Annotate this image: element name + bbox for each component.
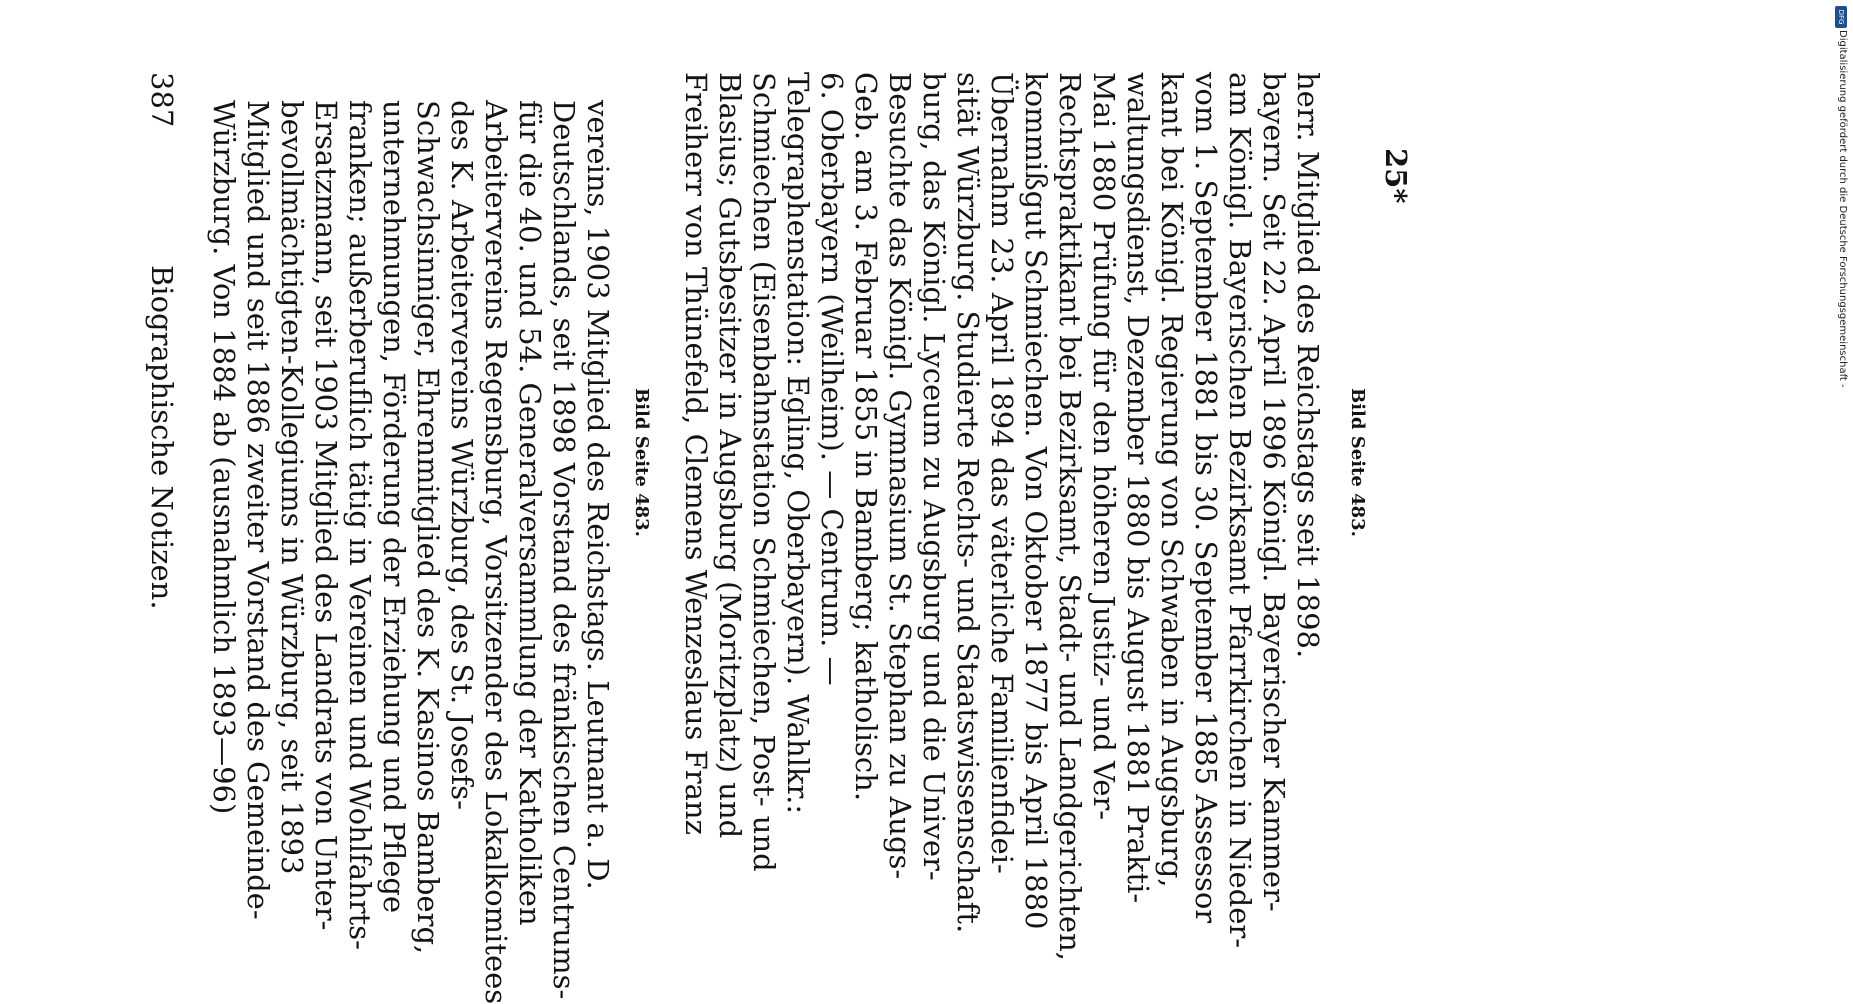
- entry1-line: des K. Arbeitervereins Würzburg, des St. Josefs-: [445, 100, 479, 810]
- entry2-line: sität Würzburg. Studierte Rechts- und Staatswissenschaft.: [951, 72, 985, 934]
- entry2-line: Schmiechen (Eisenbahnstation Schmiechen, Post- und: [747, 72, 781, 872]
- entry2-line: Mai 1880 Prüfung für den höheren Justiz- und Ver-: [1087, 72, 1121, 821]
- entry1-line: Arbeitervereins Regensburg, Vorsitzender des Lokalkomitees: [479, 100, 513, 1004]
- entry2-line: Telegraphenstation: Egling, Oberbayern). Wahlkr.:: [781, 72, 815, 815]
- digitization-note: Digitalisierung gefördert durch die Deutsche Forschungsgemeinschaft -: [1837, 30, 1848, 388]
- entry2-line: am Königl. Bayerischen Bezirksamt Pfarrkirchen in Nieder-: [1223, 72, 1257, 949]
- entry2-line: Rechtspraktikant bei Bezirksamt, Stadt- und Landgerichten,: [1053, 72, 1087, 961]
- entry1-line: franken; außerberuflich tätig in Vereinen und Wohlfahrts-: [343, 100, 377, 950]
- entry1-line: für die 40. und 54. Generalversammlung der Katholiken: [513, 100, 547, 926]
- entry2-line: Besuchte das Königl. Gymnasium St. Stephan zu Augs-: [883, 72, 917, 880]
- entry1-line: Ersatzmann, seit 1903 Mitglied des Landrats von Unter-: [309, 100, 343, 931]
- entry2-line: kant bei Königl. Regierung von Schwaben in Augsburg,: [1155, 72, 1189, 888]
- entry2-line: Geb. am 3. Februar 1855 in Bamberg; katholisch.: [849, 72, 883, 802]
- page-header: Biographische Notizen.: [145, 265, 179, 610]
- entry2-line: bayern. Seit 22. April 1896 Königl. Bayerischer Kammer-: [1257, 72, 1291, 912]
- entry2-line: Übernahm 23. April 1894 das väterliche Familienfidei-: [985, 72, 1019, 874]
- entry1-line: Deutschlands, seit 1898 Vorstand des fränkischen Centrums-: [547, 100, 581, 1000]
- entry1-line: unternehmungen, Förderung der Erziehung und Pflege: [377, 100, 411, 914]
- entry2-line: waltungsdienst, Dezember 1880 bis August 1881 Prakti-: [1121, 72, 1155, 904]
- entry2-line: Blasius; Gutsbesitzer in Augsburg (Moritzplatz) und: [713, 72, 747, 839]
- entry1-line: Würzburg. Von 1884 ab (ausnahmlich 1893—96): [207, 100, 241, 815]
- entry2-caption: Bild Seite 483.: [1347, 388, 1368, 537]
- entry1-line: Schwachsinniger, Ehrenmitglied des K. Kasinos Bamberg,: [411, 100, 445, 955]
- entry1-line: bevollmächtigten-Kollegiums in Würzburg, seit 1893: [275, 100, 309, 875]
- signature-mark: 25*: [1379, 148, 1413, 204]
- entry2-line: vom 1. September 1881 bis 30. September 1885 Assessor: [1189, 72, 1223, 924]
- entry2-line: burg, das Königl. Lyceum zu Augsburg und die Univer-: [917, 72, 951, 881]
- entry1-line: Mitglied und seit 1886 zweiter Vorstand des Gemeinde-: [241, 100, 275, 920]
- entry2-line: 6. Oberbayern (Weilheim). — Centrum. —: [815, 72, 849, 686]
- entry2-line: kommißgut Schmiechen. Von Oktober 1877 bis April 1880: [1019, 72, 1053, 930]
- entry1-line: vereins, 1903 Mitglied des Reichstags. Leutnant a. D.: [581, 100, 615, 890]
- page-number: 387: [145, 72, 179, 128]
- dfg-logo: DFG: [1835, 6, 1847, 28]
- entry1-caption: Bild Seite 483.: [631, 388, 652, 537]
- entry2-line: Freiherr von Thünefeld, Clemens Wenzeslaus Franz: [679, 72, 713, 835]
- entry2-line: herr. Mitglied des Reichstags seit 1898.: [1291, 72, 1325, 659]
